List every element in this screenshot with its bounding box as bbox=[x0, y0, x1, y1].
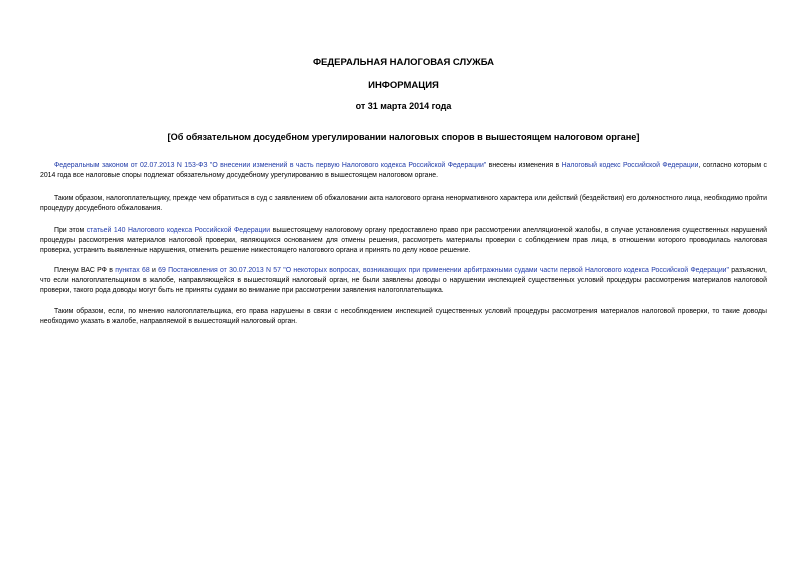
paragraph-5: Таким образом, если, по мнению налогоплательщика, его права нарушены в связи с несоблюдением инспекцией существенных условий процедуры рассмотрения материалов налоговой проверки, то такие доводы необходимо указать в жалобе, направляемой в вышестоящий налоговый орган. bbox=[40, 308, 767, 326]
paragraph-4-text-4: разъяснил, что если налогоплательщиком в жалобе, направляющейся в вышестоящий налоговый орган, не были заявлены доводы о нарушении инспекцией существенных условий процедуры рассмотрения материалов налоговой проверки, такого рода доводы могут быть не приняты судами во внимание при рассмотрении заявления налогоплательщика. bbox=[40, 267, 767, 295]
paragraph-4-text-2: и bbox=[149, 267, 159, 274]
paragraph-4-text-1: Пленум ВАС РФ в bbox=[54, 267, 116, 274]
paragraph-3 bbox=[40, 226, 767, 257]
tax-code-link[interactable]: Налоговый кодекс Российской Федерации bbox=[561, 162, 699, 169]
clause-69-link[interactable]: 69 bbox=[158, 267, 166, 274]
paragraph-2: Таким образом, налогоплательщику, прежде чем обратиться в суд с заявлением об обжаловании акта налогового органа ненормативного характера или действий (бездействия) его должностного лица, необходимо пройти процедуру досудебного обжалования. bbox=[40, 195, 767, 213]
paragraph-3-text-1: При этом bbox=[54, 227, 87, 234]
document-type-heading: ИНФОРМАЦИЯ bbox=[368, 80, 439, 91]
article-140-link[interactable]: статьей 140 Налогового кодекса Российской Федерации bbox=[86, 227, 271, 234]
paragraph-1-text-2: , согласно которым с 2014 года все налоговые споры подлежат обязательному досудебному урегулированию в вышестоящем налоговом органе. bbox=[40, 162, 768, 180]
paragraph-4 bbox=[40, 266, 767, 297]
document-subject: [Об обязательном досудебном урегулировании налоговых споров в вышестоящем налоговом органе] bbox=[167, 132, 640, 142]
paragraph-1 bbox=[40, 161, 767, 181]
federal-law-link[interactable]: Федеральным законом от 02.07.2013 N 153-ФЗ "О внесении изменений в часть первую Налогового кодекса Российской Федерации" bbox=[54, 162, 487, 169]
document-date: от 31 марта 2014 года bbox=[355, 101, 452, 111]
paragraph-1-text-1: внесены изменения в bbox=[486, 162, 562, 169]
clause-68-link[interactable]: пунктах 68 bbox=[115, 267, 150, 274]
resolution-57-link[interactable]: Постановления от 30.07.2013 N 57 "О некоторых вопросах, возникающих при применении арбитражными судами части первой Налогового кодекса Российской Федерации" bbox=[168, 267, 729, 274]
agency-heading: ФЕДЕРАЛЬНАЯ НАЛОГОВАЯ СЛУЖБА bbox=[312, 57, 495, 68]
paragraph-3-text-2: вышестоящему налоговому органу предоставлено право при рассмотрении апелляционной жалобы, в случае установления существенных нарушений процедуры рассмотрения материалов налоговой проверки, являющихся основанием для отмены решения, рассмотреть материалы проверки с соблюдением прав лица, в отношении которого проводилась налоговая проверка, устранить выявленные нарушения, отменить решение нижестоящего налогового органа и принять по делу новое решение. bbox=[40, 227, 767, 255]
